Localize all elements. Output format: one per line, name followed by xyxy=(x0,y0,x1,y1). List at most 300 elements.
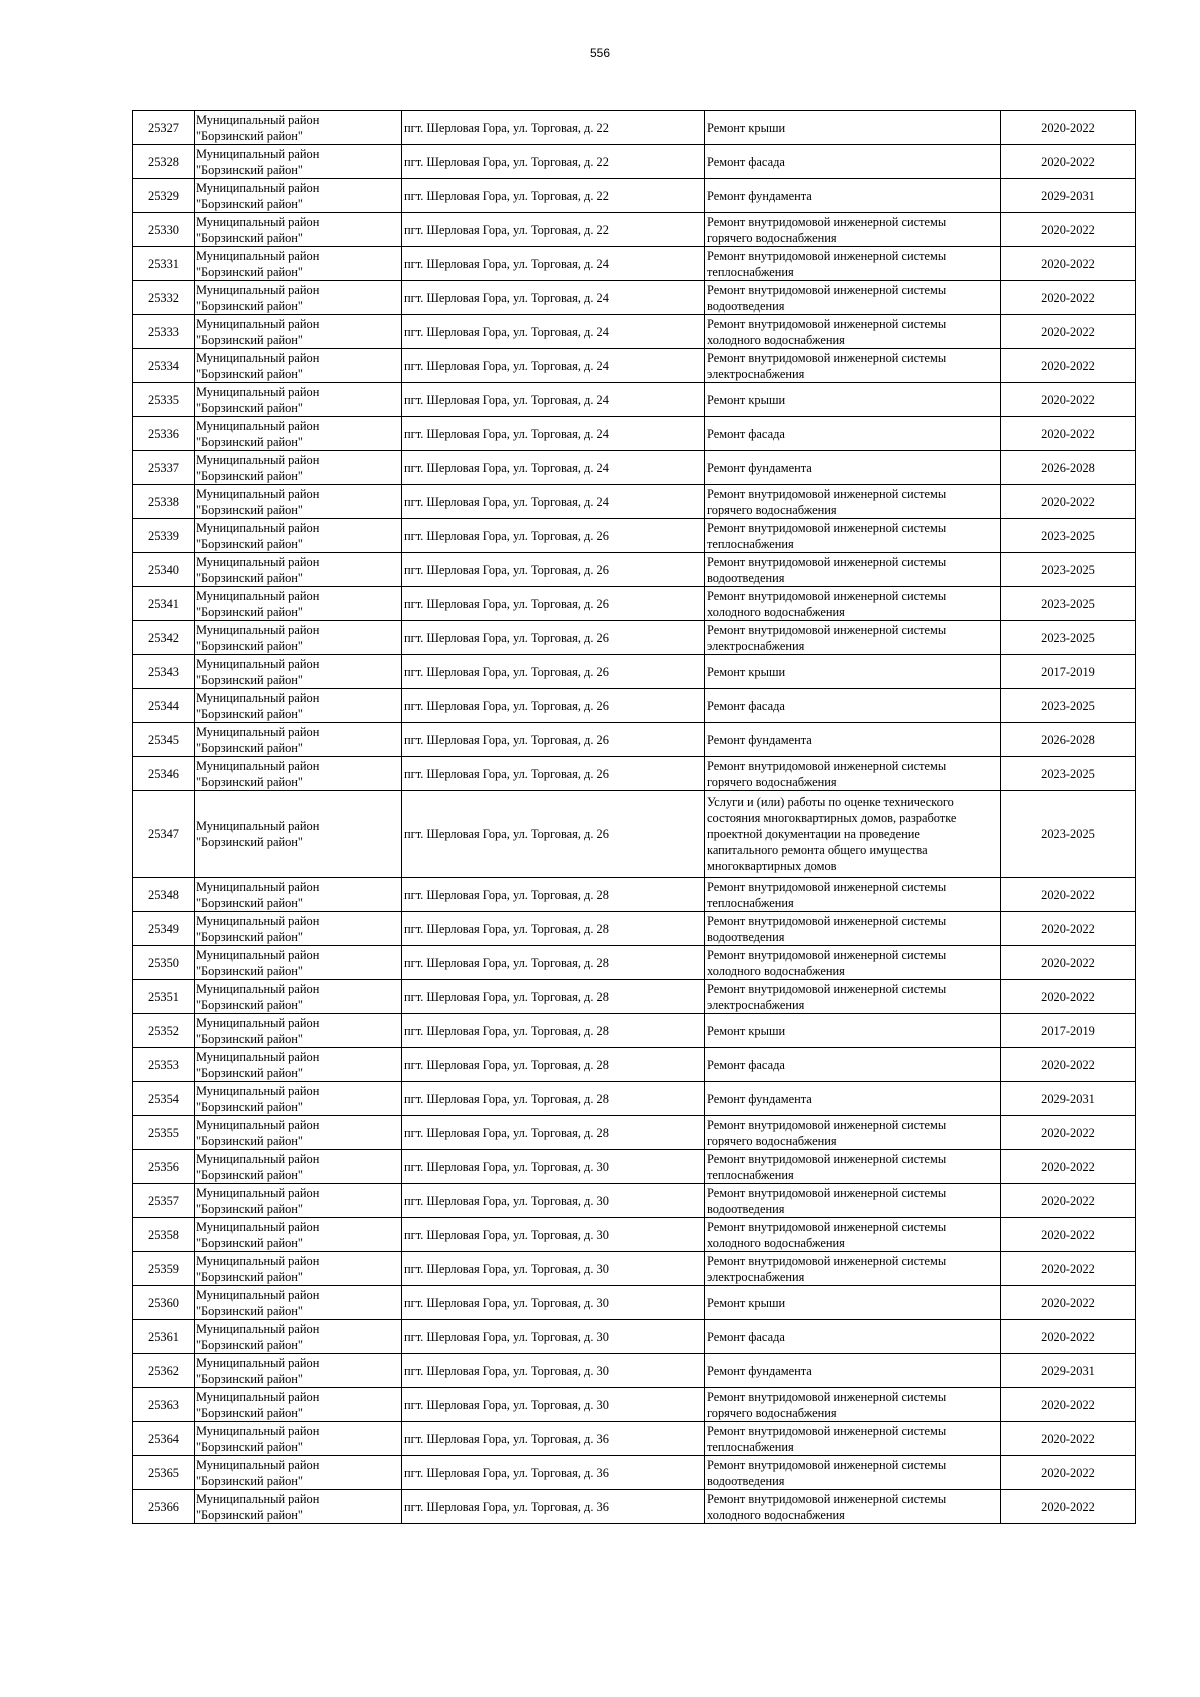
municipality-line-1: Муниципальный район xyxy=(196,316,320,331)
work-type-line: Ремонт внутридомовой инженерной системы xyxy=(707,248,947,263)
municipality-cell xyxy=(195,315,402,349)
address-cell: пгт. Шерловая Гора, ул. Торговая, д. 26 xyxy=(402,621,705,655)
municipality-line-1: Муниципальный район xyxy=(196,214,320,229)
period-cell: 2020-2022 xyxy=(1001,281,1136,315)
table-row xyxy=(133,1048,1136,1082)
row-number: 25354 xyxy=(133,1082,195,1116)
work-type-line: Ремонт крыши xyxy=(707,664,786,679)
municipality-line-2: "Борзинский район" xyxy=(196,570,303,585)
municipality-cell xyxy=(195,1218,402,1252)
table-row xyxy=(133,553,1136,587)
work-type-line: Ремонт внутридомовой инженерной системы xyxy=(707,1253,947,1268)
work-type-line: электроснабжения xyxy=(707,638,805,653)
address-cell: пгт. Шерловая Гора, ул. Торговая, д. 24 xyxy=(402,247,705,281)
work-type-cell xyxy=(705,451,1001,485)
work-type-line: Ремонт внутридомовой инженерной системы xyxy=(707,981,947,996)
row-number: 25342 xyxy=(133,621,195,655)
address-cell: пгт. Шерловая Гора, ул. Торговая, д. 26 xyxy=(402,689,705,723)
address-cell: пгт. Шерловая Гора, ул. Торговая, д. 28 xyxy=(402,946,705,980)
municipality-line-1: Муниципальный район xyxy=(196,913,320,928)
address-cell: пгт. Шерловая Гора, ул. Торговая, д. 28 xyxy=(402,878,705,912)
address-cell: пгт. Шерловая Гора, ул. Торговая, д. 30 xyxy=(402,1218,705,1252)
municipality-line-2: "Борзинский район" xyxy=(196,1337,303,1352)
work-type-line: Ремонт внутридомовой инженерной системы xyxy=(707,1117,947,1132)
period-cell: 2017-2019 xyxy=(1001,655,1136,689)
municipality-line-2: "Борзинский район" xyxy=(196,1507,303,1522)
table-row xyxy=(133,485,1136,519)
municipality-line-1: Муниципальный район xyxy=(196,1253,320,1268)
table-row xyxy=(133,723,1136,757)
work-type-line: теплоснабжения xyxy=(707,895,794,910)
row-number: 25332 xyxy=(133,281,195,315)
period-cell: 2020-2022 xyxy=(1001,1184,1136,1218)
address-cell: пгт. Шерловая Гора, ул. Торговая, д. 22 xyxy=(402,111,705,145)
municipality-line-1: Муниципальный район xyxy=(196,758,320,773)
municipality-line-1: Муниципальный район xyxy=(196,1287,320,1302)
work-type-cell xyxy=(705,1184,1001,1218)
row-number: 25343 xyxy=(133,655,195,689)
work-type-line: Ремонт внутридомовой инженерной системы xyxy=(707,588,947,603)
municipality-line-1: Муниципальный район xyxy=(196,1423,320,1438)
period-cell: 2023-2025 xyxy=(1001,553,1136,587)
municipality-line-1: Муниципальный район xyxy=(196,1185,320,1200)
row-number: 25364 xyxy=(133,1422,195,1456)
work-type-line: теплоснабжения xyxy=(707,1167,794,1182)
work-type-line: Ремонт крыши xyxy=(707,120,786,135)
municipality-cell xyxy=(195,1456,402,1490)
municipality-line-2: "Борзинский район" xyxy=(196,740,303,755)
municipality-line-1: Муниципальный район xyxy=(196,1151,320,1166)
address-cell: пгт. Шерловая Гора, ул. Торговая, д. 30 xyxy=(402,1286,705,1320)
municipality-line-1: Муниципальный район xyxy=(196,1219,320,1234)
municipality-cell xyxy=(195,247,402,281)
work-type-cell xyxy=(705,553,1001,587)
municipality-line-2: "Борзинский район" xyxy=(196,298,303,313)
address-cell: пгт. Шерловая Гора, ул. Торговая, д. 24 xyxy=(402,485,705,519)
address-cell: пгт. Шерловая Гора, ул. Торговая, д. 28 xyxy=(402,1048,705,1082)
municipality-line-2: "Борзинский район" xyxy=(196,400,303,415)
municipality-cell xyxy=(195,1082,402,1116)
period-cell: 2023-2025 xyxy=(1001,621,1136,655)
row-number: 25335 xyxy=(133,383,195,417)
municipality-cell xyxy=(195,281,402,315)
row-number: 25344 xyxy=(133,689,195,723)
municipality-line-2: "Борзинский район" xyxy=(196,672,303,687)
table-row xyxy=(133,980,1136,1014)
table-row xyxy=(133,145,1136,179)
row-number: 25360 xyxy=(133,1286,195,1320)
address-cell: пгт. Шерловая Гора, ул. Торговая, д. 24 xyxy=(402,281,705,315)
municipality-cell xyxy=(195,1422,402,1456)
municipality-line-2: "Борзинский район" xyxy=(196,468,303,483)
period-cell: 2020-2022 xyxy=(1001,111,1136,145)
work-type-cell xyxy=(705,111,1001,145)
work-type-line: горячего водоснабжения xyxy=(707,230,837,245)
municipality-line-2: "Борзинский район" xyxy=(196,1235,303,1250)
municipality-line-1: Муниципальный район xyxy=(196,1321,320,1336)
work-type-cell xyxy=(705,587,1001,621)
work-type-line: Ремонт внутридомовой инженерной системы xyxy=(707,282,947,297)
municipality-cell xyxy=(195,213,402,247)
municipality-cell xyxy=(195,1014,402,1048)
table-row xyxy=(133,1218,1136,1252)
table-row xyxy=(133,621,1136,655)
municipality-line-2: "Борзинский район" xyxy=(196,997,303,1012)
municipality-line-1: Муниципальный район xyxy=(196,947,320,962)
work-type-line: Ремонт фасада xyxy=(707,1057,785,1072)
row-number: 25345 xyxy=(133,723,195,757)
work-type-line: горячего водоснабжения xyxy=(707,1133,837,1148)
municipality-line-2: "Борзинский район" xyxy=(196,536,303,551)
work-type-line: Ремонт внутридомовой инженерной системы xyxy=(707,554,947,569)
period-cell: 2020-2022 xyxy=(1001,383,1136,417)
work-type-line: Ремонт фасада xyxy=(707,1329,785,1344)
municipality-cell xyxy=(195,553,402,587)
period-cell: 2020-2022 xyxy=(1001,1116,1136,1150)
period-cell: 2020-2022 xyxy=(1001,1286,1136,1320)
table-row xyxy=(133,1252,1136,1286)
municipality-cell xyxy=(195,383,402,417)
table-row xyxy=(133,519,1136,553)
municipality-line-2: "Борзинский район" xyxy=(196,1371,303,1386)
municipality-cell xyxy=(195,179,402,213)
address-cell: пгт. Шерловая Гора, ул. Торговая, д. 22 xyxy=(402,179,705,213)
municipality-line-1: Муниципальный район xyxy=(196,1049,320,1064)
work-type-cell xyxy=(705,757,1001,791)
municipality-line-2: "Борзинский район" xyxy=(196,835,303,849)
table-row xyxy=(133,315,1136,349)
period-cell: 2020-2022 xyxy=(1001,247,1136,281)
row-number: 25355 xyxy=(133,1116,195,1150)
work-type-cell xyxy=(705,179,1001,213)
work-type-cell xyxy=(705,946,1001,980)
address-cell: пгт. Шерловая Гора, ул. Торговая, д. 36 xyxy=(402,1422,705,1456)
address-cell: пгт. Шерловая Гора, ул. Торговая, д. 24 xyxy=(402,383,705,417)
work-type-line: Ремонт внутридомовой инженерной системы xyxy=(707,520,947,535)
period-cell: 2029-2031 xyxy=(1001,1354,1136,1388)
work-type-cell xyxy=(705,349,1001,383)
row-number: 25362 xyxy=(133,1354,195,1388)
work-type-line: Ремонт фундамента xyxy=(707,1363,812,1378)
row-number: 25363 xyxy=(133,1388,195,1422)
work-type-line: холодного водоснабжения xyxy=(707,604,845,619)
municipality-line-2: "Борзинский район" xyxy=(196,128,303,143)
address-cell: пгт. Шерловая Гора, ул. Торговая, д. 30 xyxy=(402,1354,705,1388)
municipality-line-1: Муниципальный район xyxy=(196,588,320,603)
period-cell: 2026-2028 xyxy=(1001,451,1136,485)
work-type-line: холодного водоснабжения xyxy=(707,1235,845,1250)
period-cell: 2023-2025 xyxy=(1001,519,1136,553)
municipality-line-2: "Борзинский район" xyxy=(196,929,303,944)
municipality-cell xyxy=(195,1320,402,1354)
municipality-cell xyxy=(195,980,402,1014)
municipality-line-1: Муниципальный район xyxy=(196,486,320,501)
row-number: 25341 xyxy=(133,587,195,621)
municipality-line-2: "Борзинский район" xyxy=(196,1303,303,1318)
work-type-line: водоотведения xyxy=(707,1473,785,1488)
table-row xyxy=(133,1354,1136,1388)
municipality-line-2: "Борзинский район" xyxy=(196,1133,303,1148)
municipality-line-2: "Борзинский район" xyxy=(196,1099,303,1114)
row-number: 25347 xyxy=(133,791,195,878)
work-type-line: Ремонт фундамента xyxy=(707,1091,812,1106)
work-type-cell xyxy=(705,723,1001,757)
table-row xyxy=(133,179,1136,213)
row-number: 25346 xyxy=(133,757,195,791)
municipality-line-1: Муниципальный район xyxy=(196,724,320,739)
municipality-line-1: Муниципальный район xyxy=(196,1355,320,1370)
row-number: 25353 xyxy=(133,1048,195,1082)
period-cell: 2023-2025 xyxy=(1001,587,1136,621)
work-type-line: горячего водоснабжения xyxy=(707,774,837,789)
work-type-line: Ремонт внутридомовой инженерной системы xyxy=(707,316,947,331)
work-type-line: Ремонт крыши xyxy=(707,1295,786,1310)
address-cell: пгт. Шерловая Гора, ул. Торговая, д. 26 xyxy=(402,655,705,689)
table-row xyxy=(133,878,1136,912)
work-type-cell xyxy=(705,247,1001,281)
table-row xyxy=(133,1388,1136,1422)
work-type-line: холодного водоснабжения xyxy=(707,963,845,978)
municipality-cell xyxy=(195,878,402,912)
row-number: 25330 xyxy=(133,213,195,247)
municipality-line-1: Муниципальный район xyxy=(196,112,320,127)
work-type-line: капитального ремонта общего имущества xyxy=(707,843,928,857)
work-type-cell xyxy=(705,281,1001,315)
municipality-line-2: "Борзинский район" xyxy=(196,638,303,653)
row-number: 25331 xyxy=(133,247,195,281)
municipality-line-1: Муниципальный район xyxy=(196,656,320,671)
work-type-line: Ремонт внутридомовой инженерной системы xyxy=(707,1219,947,1234)
row-number: 25356 xyxy=(133,1150,195,1184)
table-row xyxy=(133,1456,1136,1490)
work-type-cell xyxy=(705,1388,1001,1422)
period-cell: 2020-2022 xyxy=(1001,1388,1136,1422)
table-row xyxy=(133,213,1136,247)
row-number: 25334 xyxy=(133,349,195,383)
work-type-cell xyxy=(705,485,1001,519)
row-number: 25352 xyxy=(133,1014,195,1048)
row-number: 25340 xyxy=(133,553,195,587)
row-number: 25358 xyxy=(133,1218,195,1252)
municipality-line-2: "Борзинский район" xyxy=(196,366,303,381)
work-type-line: холодного водоснабжения xyxy=(707,1507,845,1522)
municipality-line-2: "Борзинский район" xyxy=(196,1201,303,1216)
work-type-line: Ремонт внутридомовой инженерной системы xyxy=(707,879,947,894)
row-number: 25339 xyxy=(133,519,195,553)
table-row xyxy=(133,912,1136,946)
period-cell: 2029-2031 xyxy=(1001,179,1136,213)
municipality-line-1: Муниципальный район xyxy=(196,1389,320,1404)
table-row xyxy=(133,247,1136,281)
address-cell: пгт. Шерловая Гора, ул. Торговая, д. 26 xyxy=(402,723,705,757)
address-cell: пгт. Шерловая Гора, ул. Торговая, д. 36 xyxy=(402,1456,705,1490)
municipality-line-1: Муниципальный район xyxy=(196,520,320,535)
work-type-cell xyxy=(705,878,1001,912)
work-type-cell xyxy=(705,145,1001,179)
repair-registry-table xyxy=(132,110,1136,1524)
work-type-cell xyxy=(705,791,1001,878)
municipality-cell xyxy=(195,1490,402,1524)
municipality-line-2: "Борзинский район" xyxy=(196,963,303,978)
work-type-line: Ремонт внутридомовой инженерной системы xyxy=(707,913,947,928)
work-type-line: Ремонт крыши xyxy=(707,1023,786,1038)
period-cell: 2020-2022 xyxy=(1001,1048,1136,1082)
work-type-line: электроснабжения xyxy=(707,997,805,1012)
work-type-line: Ремонт внутридомовой инженерной системы xyxy=(707,1423,947,1438)
work-type-cell xyxy=(705,1252,1001,1286)
work-type-line: Ремонт фундамента xyxy=(707,188,812,203)
period-cell: 2017-2019 xyxy=(1001,1014,1136,1048)
period-cell: 2023-2025 xyxy=(1001,791,1136,878)
work-type-line: Ремонт фасада xyxy=(707,154,785,169)
table-row xyxy=(133,1014,1136,1048)
period-cell: 2020-2022 xyxy=(1001,980,1136,1014)
address-cell: пгт. Шерловая Гора, ул. Торговая, д. 26 xyxy=(402,553,705,587)
municipality-cell xyxy=(195,417,402,451)
municipality-line-1: Муниципальный район xyxy=(196,1117,320,1132)
municipality-cell xyxy=(195,621,402,655)
registry-body xyxy=(133,111,1136,1524)
work-type-cell xyxy=(705,655,1001,689)
period-cell: 2020-2022 xyxy=(1001,912,1136,946)
municipality-line-2: "Борзинский район" xyxy=(196,895,303,910)
work-type-cell xyxy=(705,980,1001,1014)
work-type-cell xyxy=(705,417,1001,451)
work-type-line: водоотведения xyxy=(707,570,785,585)
work-type-line: Ремонт фасада xyxy=(707,698,785,713)
work-type-line: Ремонт крыши xyxy=(707,392,786,407)
period-cell: 2020-2022 xyxy=(1001,1456,1136,1490)
work-type-line: Ремонт внутридомовой инженерной системы xyxy=(707,214,947,229)
municipality-cell xyxy=(195,145,402,179)
table-row xyxy=(133,757,1136,791)
period-cell: 2020-2022 xyxy=(1001,1320,1136,1354)
municipality-line-2: "Борзинский район" xyxy=(196,604,303,619)
address-cell: пгт. Шерловая Гора, ул. Торговая, д. 30 xyxy=(402,1388,705,1422)
municipality-cell xyxy=(195,1150,402,1184)
address-cell: пгт. Шерловая Гора, ул. Торговая, д. 22 xyxy=(402,145,705,179)
address-cell: пгт. Шерловая Гора, ул. Торговая, д. 24 xyxy=(402,315,705,349)
work-type-line: Услуги и (или) работы по оценке технического xyxy=(707,795,954,809)
address-cell: пгт. Шерловая Гора, ул. Торговая, д. 28 xyxy=(402,1082,705,1116)
municipality-cell xyxy=(195,946,402,980)
work-type-line: горячего водоснабжения xyxy=(707,1405,837,1420)
municipality-line-1: Муниципальный район xyxy=(196,554,320,569)
period-cell: 2020-2022 xyxy=(1001,315,1136,349)
work-type-line: водоотведения xyxy=(707,298,785,313)
period-cell: 2029-2031 xyxy=(1001,1082,1136,1116)
row-number: 25348 xyxy=(133,878,195,912)
row-number: 25327 xyxy=(133,111,195,145)
address-cell: пгт. Шерловая Гора, ул. Торговая, д. 30 xyxy=(402,1252,705,1286)
municipality-cell xyxy=(195,723,402,757)
work-type-line: Ремонт внутридомовой инженерной системы xyxy=(707,1457,947,1472)
address-cell: пгт. Шерловая Гора, ул. Торговая, д. 28 xyxy=(402,1116,705,1150)
period-cell: 2020-2022 xyxy=(1001,1218,1136,1252)
address-cell: пгт. Шерловая Гора, ул. Торговая, д. 28 xyxy=(402,1014,705,1048)
municipality-cell xyxy=(195,587,402,621)
period-cell: 2020-2022 xyxy=(1001,946,1136,980)
table-row xyxy=(133,1184,1136,1218)
address-cell: пгт. Шерловая Гора, ул. Торговая, д. 36 xyxy=(402,1490,705,1524)
work-type-line: Ремонт фундамента xyxy=(707,460,812,475)
address-cell: пгт. Шерловая Гора, ул. Торговая, д. 30 xyxy=(402,1184,705,1218)
work-type-line: многоквартирных домов xyxy=(707,859,837,873)
municipality-line-2: "Борзинский район" xyxy=(196,434,303,449)
municipality-line-2: "Борзинский район" xyxy=(196,162,303,177)
period-cell: 2020-2022 xyxy=(1001,878,1136,912)
row-number: 25349 xyxy=(133,912,195,946)
period-cell: 2020-2022 xyxy=(1001,417,1136,451)
work-type-cell xyxy=(705,1354,1001,1388)
work-type-cell xyxy=(705,912,1001,946)
address-cell: пгт. Шерловая Гора, ул. Торговая, д. 24 xyxy=(402,349,705,383)
municipality-cell xyxy=(195,519,402,553)
work-type-line: Ремонт внутридомовой инженерной системы xyxy=(707,947,947,962)
municipality-line-1: Муниципальный район xyxy=(196,1015,320,1030)
municipality-line-2: "Борзинский район" xyxy=(196,774,303,789)
period-cell: 2020-2022 xyxy=(1001,1422,1136,1456)
work-type-line: состояния многоквартирных домов, разработке xyxy=(707,811,957,825)
row-number: 25328 xyxy=(133,145,195,179)
work-type-cell xyxy=(705,1490,1001,1524)
row-number: 25365 xyxy=(133,1456,195,1490)
row-number: 25337 xyxy=(133,451,195,485)
municipality-line-1: Муниципальный район xyxy=(196,384,320,399)
address-cell: пгт. Шерловая Гора, ул. Торговая, д. 24 xyxy=(402,417,705,451)
municipality-cell xyxy=(195,1116,402,1150)
table-row xyxy=(133,417,1136,451)
table-row xyxy=(133,1422,1136,1456)
work-type-line: Ремонт фасада xyxy=(707,426,785,441)
work-type-cell xyxy=(705,1320,1001,1354)
table-row xyxy=(133,1320,1136,1354)
row-number: 25359 xyxy=(133,1252,195,1286)
work-type-cell xyxy=(705,315,1001,349)
work-type-line: Ремонт внутридомовой инженерной системы xyxy=(707,622,947,637)
table-row xyxy=(133,1286,1136,1320)
municipality-line-2: "Борзинский район" xyxy=(196,1473,303,1488)
municipality-line-2: "Борзинский район" xyxy=(196,1405,303,1420)
table-row xyxy=(133,946,1136,980)
address-cell: пгт. Шерловая Гора, ул. Торговая, д. 28 xyxy=(402,980,705,1014)
period-cell: 2020-2022 xyxy=(1001,485,1136,519)
work-type-cell xyxy=(705,689,1001,723)
period-cell: 2020-2022 xyxy=(1001,1490,1136,1524)
address-cell: пгт. Шерловая Гора, ул. Торговая, д. 28 xyxy=(402,912,705,946)
address-cell: пгт. Шерловая Гора, ул. Торговая, д. 26 xyxy=(402,519,705,553)
municipality-line-2: "Борзинский район" xyxy=(196,1439,303,1454)
work-type-line: теплоснабжения xyxy=(707,536,794,551)
work-type-line: Ремонт внутридомовой инженерной системы xyxy=(707,1185,947,1200)
address-cell: пгт. Шерловая Гора, ул. Торговая, д. 22 xyxy=(402,213,705,247)
municipality-cell xyxy=(195,1184,402,1218)
table-row xyxy=(133,349,1136,383)
municipality-line-2: "Борзинский район" xyxy=(196,1167,303,1182)
work-type-cell xyxy=(705,1048,1001,1082)
table-row xyxy=(133,451,1136,485)
municipality-cell xyxy=(195,655,402,689)
municipality-cell xyxy=(195,757,402,791)
municipality-cell xyxy=(195,689,402,723)
row-number: 25350 xyxy=(133,946,195,980)
work-type-cell xyxy=(705,621,1001,655)
work-type-cell xyxy=(705,1014,1001,1048)
municipality-cell xyxy=(195,1286,402,1320)
municipality-line-1: Муниципальный район xyxy=(196,452,320,467)
page-number: 556 xyxy=(589,46,611,60)
period-cell: 2026-2028 xyxy=(1001,723,1136,757)
